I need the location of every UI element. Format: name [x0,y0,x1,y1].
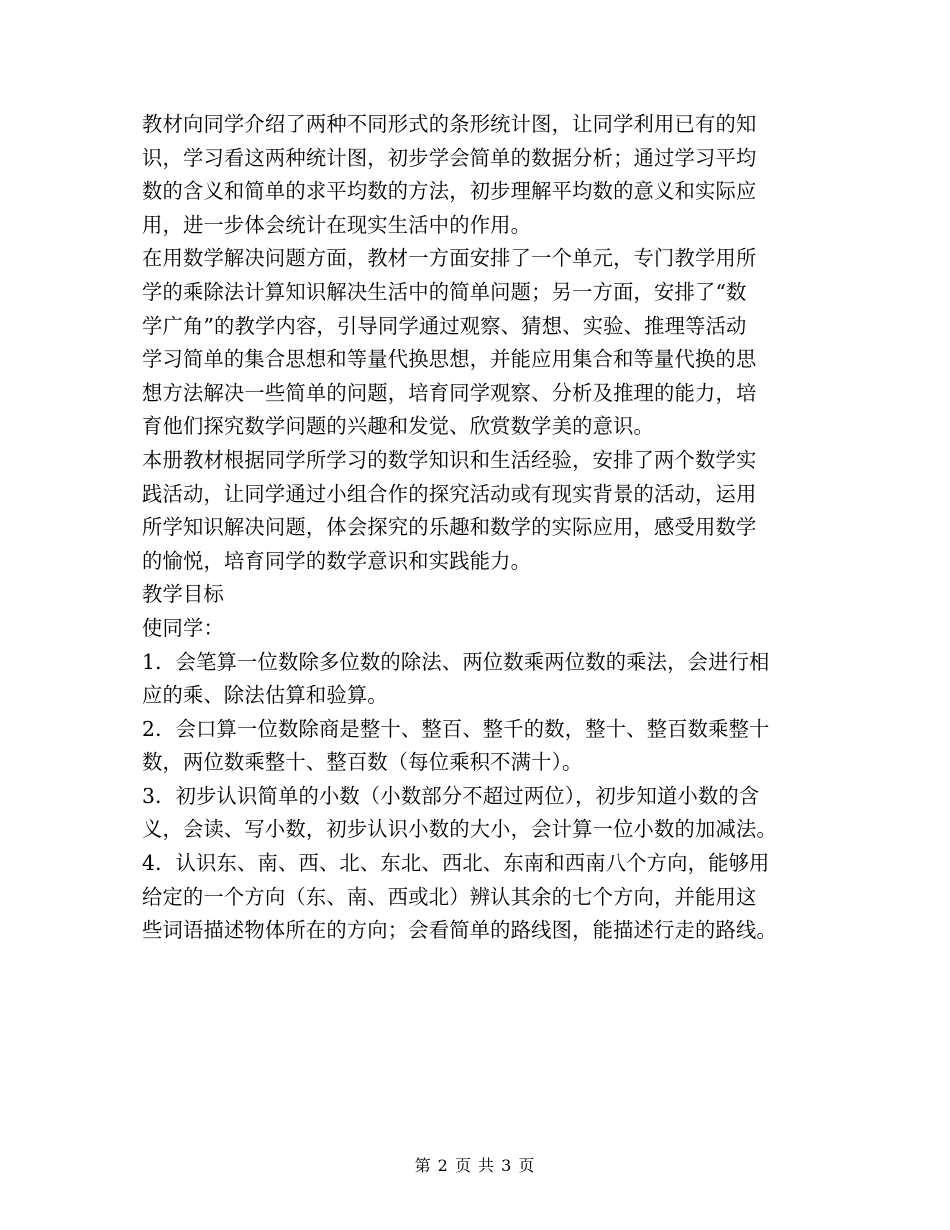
paragraph-problem-solving [142,242,807,444]
text-line: 1．会笔算一位数除多位数的除法、两位数乘两位数的乘法，会进行相 [142,649,770,674]
text-line: 在用数学解决问题方面，教材一方面安排了一个单元，专门教学用所 [142,246,757,271]
text-line: 些词语描述物体所在的方向；会看简单的路线图，能描述行走的路线。 [142,918,777,943]
text-line: 所学知识解决问题，体会探究的乐趣和数学的实际应用，感受用数学 [142,515,757,540]
goal-item-1 [142,646,807,713]
text-line: 识，学习看这两种统计图，初步学会简单的数据分析；通过学习平均 [142,145,757,170]
text-line: 给定的一个方向（东、南、西或北）辨认其余的七个方向，并能用这 [142,884,757,909]
paragraph-statistics [142,108,807,242]
text-line: 用，进一步体会统计在现实生活中的作用。 [142,212,532,237]
paragraph-intro [142,612,807,646]
text-line: 育他们探究数学问题的兴趣和发觉、欣赏数学美的意识。 [142,414,655,439]
paragraph-practice-activities [142,444,807,578]
text-line: 学广角”的教学内容，引导同学通过观察、猜想、实验、推理等活动 [142,313,747,338]
section-heading-teaching-goals [142,578,807,612]
goal-item-4 [142,847,807,948]
text-line: 数，两位数乘整十、整百数（每位乘积不满十）。 [142,750,583,775]
page-number: 第 2 页 共 3 页 [414,1156,536,1175]
text-line: 义，会读、写小数，初步认识小数的大小，会计算一位小数的加减法。 [142,817,777,842]
goal-item-2 [142,713,807,780]
text-line: 2．会口算一位数除商是整十、整百、整千的数，整十、整百数乘整十 [142,716,770,741]
page-footer [0,1156,950,1176]
document-body [142,108,807,948]
text-line: 本册教材根据同学所学习的数学知识和生活经验，安排了两个数学实 [142,447,757,472]
heading-line: 教学目标 [142,582,224,607]
text-line: 应的乘、除法估算和验算。 [142,683,388,708]
text-line: 3．初步认识简单的小数（小数部分不超过两位），初步知道小数的含 [142,783,760,808]
text-line: 践活动，让同学通过小组合作的探究活动或有现实背景的活动，运用 [142,481,757,506]
text-line: 学的乘除法计算知识解决生活中的简单问题；另一方面，安排了“数 [142,279,747,304]
text-line: 想方法解决一些简单的问题，培育同学观察、分析及推理的能力，培 [142,380,757,405]
text-line: 使同学： [142,615,224,640]
text-line: 的愉悦，培育同学的数学意识和实践能力。 [142,548,532,573]
text-line: 教材向同学介绍了两种不同形式的条形统计图，让同学利用已有的知 [142,112,757,136]
text-line: 数的含义和简单的求平均数的方法，初步理解平均数的意义和实际应 [142,179,757,204]
text-line: 学习简单的集合思想和等量代换思想，并能应用集合和等量代换的思 [142,347,757,372]
text-line: 4．认识东、南、西、北、东北、西北、东南和西南八个方向，能够用 [142,851,770,876]
goal-item-3 [142,780,807,847]
